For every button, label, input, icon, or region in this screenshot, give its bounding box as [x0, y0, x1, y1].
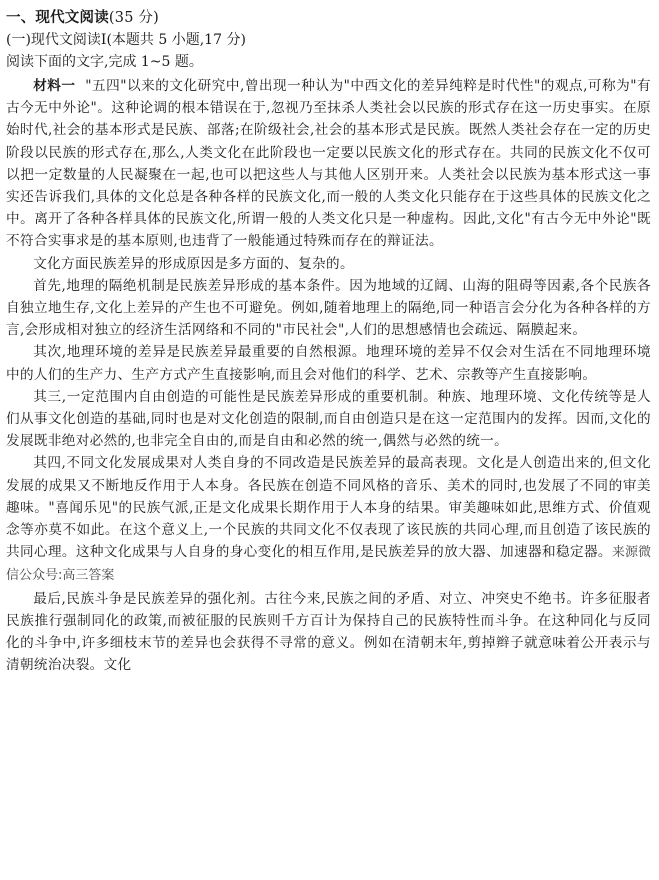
section-title: [6, 6, 159, 27]
paragraph: [6, 452, 651, 587]
paragraph-text: 其四,不同文化发展成果对人类自身的不同改造是民族差异的最高表现。文化是人创造出来的,但文化发展的成果又不断地反作用于人本身。各民族在创造不同风格的音乐、美术的同时,也发展了不同的审美趣味。"喜闻乐见"的民族气派,正是文化成果长期作用于人本身的结果。审美趣味如此,思维方式、价值观念等亦莫不如此。在这个意义上,一个民族的共同文化不仅表现了该民族的共同心理,而且创造了该民族的共同心理。这种文化成果与人自身的身心变化的相互作用,是民族差异的放大器、加速器和稳定器。: [6, 455, 651, 561]
paragraph-text: "五四"以来的文化研究中,曾出现一种认为"中西文化的差异纯粹是时代性"的观点,可称为"有古今无中外论"。这种论调的根本错误在于,忽视乃至抹杀人类社会以民族的形式存在这一历史事实。在原始时代,社会的基本形式是民族、部落;在阶级社会,社会的基本形式是民族。既然人类社会存在一定的历史阶段以民族的形式存在,那么,人类文化在此阶段也一定要以民族文化的形式存在。共同的民族文化不仅可以把一定数量的人民凝聚在一起,也可以把这些人与其他人区别开来。人类社会以民族为基本形式这一事实还告诉我们,具体的文化总是各种各样的民族文化,而一般的人类文化只能存在于这些具体的民族文化之中。离开了各种各样具体的民族文化,所谓一般的人类文化只是一种虚构。因此,文化"有古今无中外论"既不符合实事求是的基本原则,也违背了一般能通过特殊而存在的辩证法。: [6, 78, 651, 250]
paragraph: 其次,地理环境的差异是民族差异最重要的自然根源。地理环境的差异不仅会对生活在不同地理环境中的人们的生产力、生产方式产生直接影响,而且会对他们的科学、艺术、宗教等产生直接影响。: [6, 344, 651, 383]
subsection-title: (一)现代文阅读Ⅰ(本题共 5 小题,17 分): [6, 32, 246, 48]
page-header-rule: [615, 0, 651, 3]
exam-page: [6, 0, 651, 880]
reading-material: [6, 75, 651, 676]
paragraph: [6, 75, 651, 253]
section-points: (35 分): [108, 10, 159, 26]
paragraph: 文化方面民族差异的形成原因是多方面的、复杂的。: [33, 255, 354, 272]
instruction: 阅读下面的文字,完成 1~5 题。: [6, 54, 203, 70]
source-watermark: 来源微信公众号:高三答案: [6, 545, 651, 584]
paragraph: 首先,地理的隔绝机制是民族差异形成的基本条件。因为地域的辽阔、山海的阻碍等因素,各个民族各自独立地生存,文化上差异的产生也不可避免。例如,随着地理上的隔绝,同一种语言会分化为各种各样的方言,会形成相对独立的经济生活网络和不同的"市民社会",人们的思想感情也会疏远、隔膜起来。: [6, 277, 651, 339]
section-title-text: 一、现代文阅读: [6, 10, 109, 26]
material-label: 材料一: [33, 78, 76, 94]
paragraph: 最后,民族斗争是民族差异的强化剂。古往今来,民族之间的矛盾、对立、冲突史不绝书。许多征服者民族推行强制同化的政策,而被征服的民族则千方百计为保持自己的民族特性而斗争。在这种同化与反同化的斗争中,许多细枝末节的差异也会获得不寻常的意义。例如在清朝末年,剪掉辫子就意味着公开表示与清朝统治决裂。文化: [6, 590, 651, 674]
paragraph: 其三,一定范围内自由创造的可能性是民族差异形成的重要机制。种族、地理环境、文化传统等是人们从事文化创造的基础,同时也是对文化创造的限制,而自由创造只是在这一定范围内的发挥。因而,文化的发展既非绝对必然的,也非完全自由的,而是自由和必然的统一,偶然与必然的统一。: [6, 388, 651, 450]
